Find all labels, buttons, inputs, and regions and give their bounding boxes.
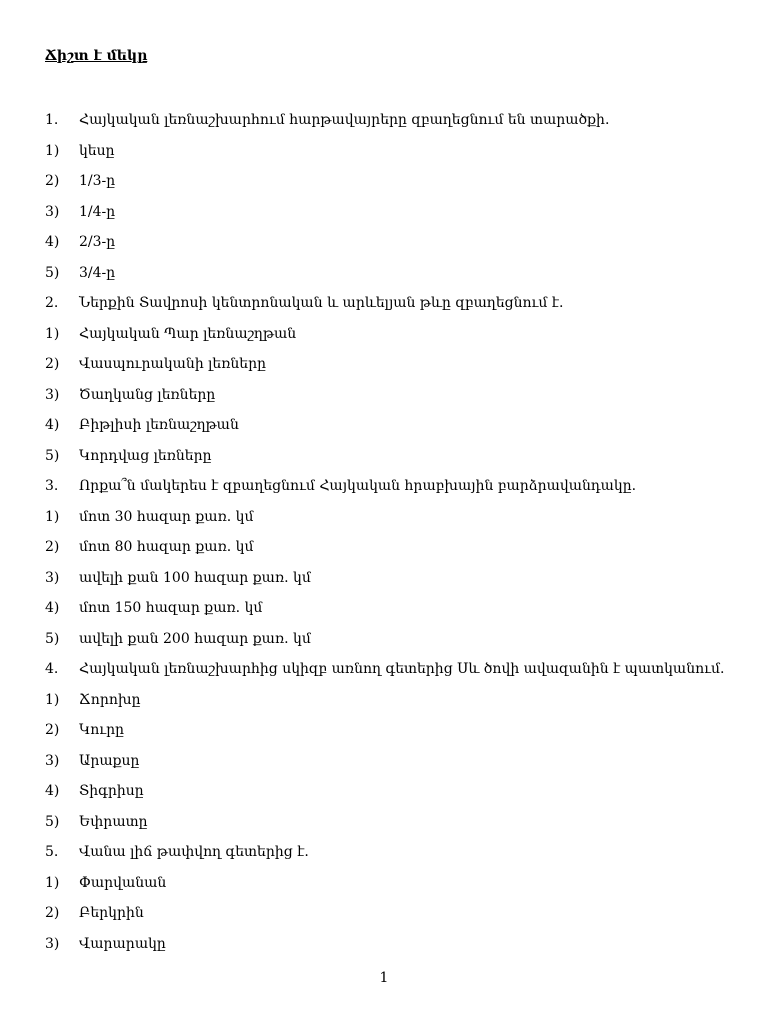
document-title: Ճիշտ է մեկը [45, 48, 148, 64]
option-text: 1/4-ը [79, 203, 116, 220]
option-text: Հայկական Պար լեռնաշղթան [79, 325, 297, 342]
question-number: 4. [45, 661, 59, 677]
option-text: Արաքսը [79, 752, 140, 769]
option-text: Վասպուրականի լեռները [79, 356, 267, 372]
question-number: 2. [45, 295, 59, 311]
option-number: 3) [45, 752, 60, 769]
question-number: 5. [45, 844, 59, 860]
option-number: 2) [45, 173, 60, 189]
option-text: ավելի քան 100 հազար քառ. կմ [79, 569, 311, 586]
option-number: 3) [45, 569, 60, 586]
question-text: Հայկական լեռնաշխարհում հարթավայրերը զբաղեցնում են տարածքի. [79, 112, 610, 128]
option-text: մոտ 80 հազար քառ. կմ [79, 539, 254, 555]
option-number: 5) [45, 630, 60, 647]
option-number: 2) [45, 539, 60, 555]
option-number: 1) [45, 142, 60, 159]
option-number: 2) [45, 905, 60, 921]
question-number: 1. [45, 112, 59, 128]
option-text: մոտ 150 հազար քառ. կմ [79, 600, 263, 616]
question-number: 3. [45, 478, 59, 494]
option-number: 4) [45, 783, 60, 799]
question-text: Հայկական լեռնաշխարհից սկիզբ առնող գետերից Սև ծովի ավազանին է պատկանում. [79, 661, 725, 677]
option-number: 2) [45, 722, 60, 738]
option-text: Կորդվաց լեռները [79, 447, 212, 464]
question-text: Ներքին Տավրոսի կենտրոնական և արևելյան թևը զբաղեցնում է. [79, 295, 564, 311]
option-text: Ճորոխը [79, 691, 141, 708]
option-text: Վարարակը [79, 935, 166, 952]
option-text: մոտ 30 հազար քառ. կմ [79, 508, 254, 525]
option-text: 3/4-ը [79, 264, 116, 281]
question-text: Որքա՞ն մակերես է զբաղեցնում Հայկական հրաբխային բարձրավանդակը. [79, 478, 637, 494]
option-number: 3) [45, 386, 60, 403]
option-number: 3) [45, 935, 60, 952]
option-text: 1/3-ը [79, 173, 116, 189]
page-number: 1 [379, 970, 389, 986]
option-text: Փարվանան [79, 874, 167, 891]
option-number: 5) [45, 813, 60, 830]
option-number: 4) [45, 600, 60, 616]
option-text: Եփրատը [79, 813, 148, 830]
option-number: 2) [45, 356, 60, 372]
option-text: Տիգրիսը [79, 783, 144, 799]
option-text: Կուրը [79, 722, 125, 738]
option-text: կեսը [79, 142, 115, 159]
option-number: 4) [45, 234, 60, 250]
option-number: 3) [45, 203, 60, 220]
option-text: 2/3-ը [79, 234, 116, 250]
option-text: Բերկրին [79, 905, 144, 921]
option-number: 1) [45, 691, 60, 708]
option-number: 5) [45, 264, 60, 281]
option-number: 5) [45, 447, 60, 464]
question-text: Վանա լիճ թափվող գետերից է. [79, 844, 309, 860]
option-number: 1) [45, 508, 60, 525]
option-number: 1) [45, 325, 60, 342]
option-text: Բիթլիսի լեռնաշղթան [79, 417, 239, 433]
option-number: 1) [45, 874, 60, 891]
option-text: Ծաղկանց լեռները [79, 386, 216, 403]
option-number: 4) [45, 417, 60, 433]
option-text: ավելի քան 200 հազար քառ. կմ [79, 630, 311, 647]
